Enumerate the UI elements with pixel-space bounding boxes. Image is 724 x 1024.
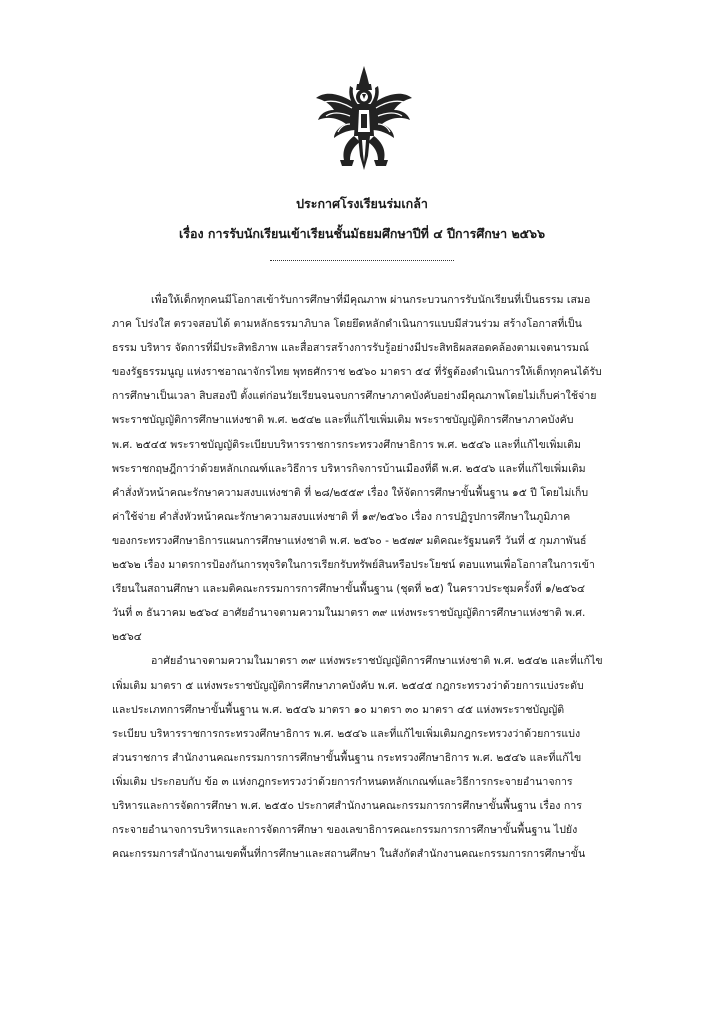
text-line: พ.ศ. ๒๕๔๕ พระราชบัญญัติระเบียบบริหารราชการกระทรวงศึกษาธิการ พ.ศ. ๒๕๔๖ และที่แก้ไขเพิ่มเติม xyxy=(112,438,581,451)
text-line: การศึกษาเป็นเวลา สิบสองปี ตั้งแต่ก่อนวัยเรียนจนจบการศึกษาภาคบังคับอย่างมีคุณภาพโดยไม่เก็บค่าใช้จ่าย xyxy=(112,390,597,403)
text-line: ภาค โปร่งใส ตรวจสอบได้ ตามหลักธรรมาภิบาล โดยยึดหลักดำเนินการแบบมีส่วนร่วม สร้างโอกาสที่เป็น xyxy=(112,318,582,331)
text-line: คณะกรรมการสำนักงานเขตพื้นที่การศึกษาและสถานศึกษา ในสังกัดสำนักงานคณะกรรมการการศึกษาขั้น xyxy=(112,848,586,861)
text-line: และประเภทการศึกษาขั้นพื้นฐาน พ.ศ. ๒๕๔๖ มาตรา ๑๐ มาตรา ๓๐ มาตรา ๔๕ แห่งพระราชบัญญัติ xyxy=(112,703,565,716)
text-line: อาศัยอำนาจตามความในมาตรา ๓๙ แห่งพระราชบัญญัติการศึกษาแห่งชาติ พ.ศ. ๒๕๔๒ และที่แก้ไข xyxy=(151,655,603,668)
text-line: เพิ่มเติม มาตรา ๕ แห่งพระราชบัญญัติการศึกษาภาคบังคับ พ.ศ. ๒๕๔๕ กฎกระทรวงว่าด้วยการแบ่งระดับ xyxy=(112,679,584,692)
text-line: ส่วนราชการ สำนักงานคณะกรรมการการศึกษาขั้นพื้นฐาน กระทรวงศึกษาธิการ พ.ศ. ๒๕๔๖ และที่แก้ไข xyxy=(112,751,582,764)
document-subject: เรื่อง การรับนักเรียนเข้าเรียนชั้นมัธยมศึกษาปีที่ ๔ ปีการศึกษา ๒๕๖๖ xyxy=(178,226,546,241)
garuda-emblem-icon xyxy=(312,64,416,176)
text-line: เพื่อให้เด็กทุกคนมีโอกาสเข้ารับการศึกษาที่มีคุณภาพ ผ่านกระบวนการรับนักเรียนที่เป็นธรรม เสมอ xyxy=(151,294,591,306)
text-line: พระราชบัญญัติการศึกษาแห่งชาติ พ.ศ. ๒๕๔๒ และที่แก้ไขเพิ่มเติม พระราชบัญญัติการศึกษาภาคบังคับ xyxy=(112,414,574,427)
text-line: เรียนในสถานศึกษา และมติคณะกรรมการการศึกษาขั้นพื้นฐาน (ชุดที่ ๒๕) ในคราวประชุมครั้งที่ ๑/๒๕๖๔ xyxy=(112,583,585,596)
text-line: ๒๕๖๔ xyxy=(112,631,142,644)
paragraph-1 xyxy=(112,288,672,649)
text-line: ของกระทรวงศึกษาธิการแผนการศึกษาแห่งชาติ พ.ศ. ๒๕๖๐ - ๒๕๗๙ มติคณะรัฐมนตรี วันที่ ๕ กุมภาพันธ์ xyxy=(112,534,587,547)
text-line: วันที่ ๓ ธันวาคม ๒๕๖๔ อาศัยอำนาจตามความในมาตรา ๓๙ แห่งพระราชบัญญัติการศึกษาแห่งชาติ พ.ศ. xyxy=(112,607,586,620)
text-line: ธรรม บริหาร จัดการที่มีประสิทธิภาพ และสื่อสารสร้างการรับรู้อย่างมีประสิทธิผลสอดคล้องตามเจตนารมณ์ xyxy=(112,342,589,355)
text-line: กระจายอำนาจการบริหารและการจัดการศึกษา ของเลขาธิการคณะกรรมการการศึกษาขั้นพื้นฐาน ไปยัง xyxy=(112,824,578,837)
text-line: ระเบียบ บริหารราชการกระทรวงศึกษาธิการ พ.ศ. ๒๕๔๖ และที่แก้ไขเพิ่มเติมกฎกระทรวงว่าด้วยการแบ่ง xyxy=(112,727,581,740)
document-body xyxy=(112,288,672,866)
text-line: บริหารและการจัดการศึกษา พ.ศ. ๒๕๕๐ ประกาศสำนักงานคณะกรรมการการศึกษาขั้นพื้นฐาน เรื่อง การ xyxy=(112,799,582,812)
text-line: ค่าใช้จ่าย คำสั่งหัวหน้าคณะรักษาความสงบแห่งชาติ ที่ ๑๙/๒๕๖๐ เรื่อง การปฏิรูปการศึกษาในภูมิภาค xyxy=(112,510,571,523)
text-line: ๒๕๖๒ เรื่อง มาตรการป้องกันการทุจริตในการเรียกรับทรัพย์สินหรือประโยชน์ ตอบแทนเพื่อโอกาสในการเข้า xyxy=(112,559,595,572)
paragraph-2 xyxy=(112,649,672,866)
text-line: คำสั่งหัวหน้าคณะรักษาความสงบแห่งชาติ ที่ ๒๘/๒๕๕๙ เรื่อง ให้จัดการศึกษาขั้นพื้นฐาน ๑๕ ปี โดยไม่เก็บ xyxy=(112,486,589,499)
document-title: ประกาศโรงเรียนร่มเกล้า xyxy=(296,196,428,211)
text-line: เพิ่มเติม ประกอบกับ ข้อ ๓ แห่งกฎกระทรวงว่าด้วยการกำหนดหลักเกณฑ์และวิธีการกระจายอำนาจการ xyxy=(112,775,573,788)
text-line: พระราชกฤษฎีกาว่าด้วยหลักเกณฑ์และวิธีการ บริหารกิจการบ้านเมืองที่ดี พ.ศ. ๒๕๔๖ และที่แก้ไขเพิ่มเติม xyxy=(112,462,586,475)
dotted-divider xyxy=(270,254,454,261)
text-line: ของรัฐธรรมนูญ แห่งราชอาณาจักรไทย พุทธศักราช ๒๕๖๐ มาตรา ๕๔ ที่รัฐต้องดำเนินการให้เด็กทุกคนได้รับ xyxy=(112,366,602,379)
